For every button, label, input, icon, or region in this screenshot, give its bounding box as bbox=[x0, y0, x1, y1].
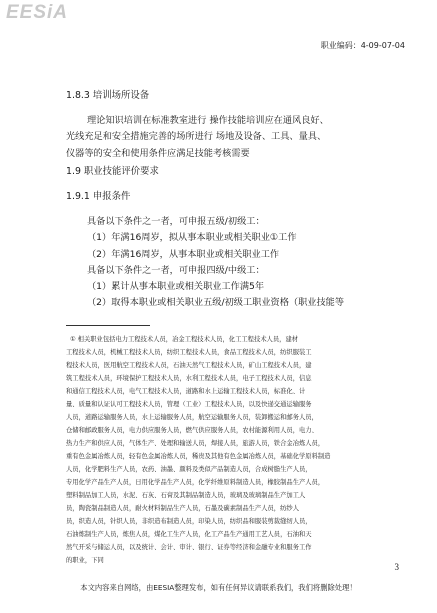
footnote-line: 然气开采与储运人员，以及统计、会计、审计、银行、证券等经济和金融专业和服务工作 bbox=[66, 544, 312, 551]
footnote-line: 石油炼制生产人员，炼焦人员，煤化工生产人员，化工产品生产通用工艺人员，石油和天 bbox=[66, 531, 312, 538]
footnote-line: 塑料制品加工人员，水泥、石灰、石膏及其制品制造人员，玻璃及玻璃制品生产加工人 bbox=[66, 492, 306, 499]
occupation-code: 职业编码：4-09-07-04 bbox=[320, 41, 405, 50]
paragraph-line: 仪器等的安全和使用条件应满足技能考核需要 bbox=[66, 148, 250, 159]
footnote-line: 重有色金属冶炼人员，轻有色金属冶炼人员，稀贵及其他有色金属冶炼人员，基础化学原料制造 bbox=[66, 453, 331, 460]
eesia-logo: EESiA bbox=[6, 2, 69, 23]
footnote-line: 工程技术人员，机械工程技术人员，纺织工程技术人员，食品工程技术人员，纺织服装工 bbox=[66, 349, 312, 356]
footnote-line: 程技术人员，医用航空工程技术人员，石油天然气工程技术人员，矿山工程技术人员，建 bbox=[66, 362, 312, 369]
condition-intro-level4: 具备以下条件之一者，可申报四级/中级工： bbox=[87, 265, 265, 276]
footnote-line: 热力生产和供应人员，气体生产、处理和输送人员，焊接人员，旅游人员，铁合金冶炼人员， bbox=[66, 440, 325, 447]
footnote-line: 专用化学产品生产人员，日用化学品生产人员，化学纤维原料制造人员，橡胶制品生产人员， bbox=[66, 479, 325, 486]
footnote-line: ① 相关职业包括电力工程技术人员，冶金工程技术人员，化工工程技术人员，建材 bbox=[70, 336, 299, 343]
footnote-line: 人员，道路运输服务人员，水上运输服务人员，航空运输服务人员，装卸搬运和邮务人员， bbox=[66, 414, 318, 421]
footer-notice: 本文内容来自网络，由EESIA整理发布，如有任何异议请联系我们，我们将删除处理！ bbox=[80, 583, 357, 592]
footnote-line: 员，织造人员，针织人员，非织造布制造人员，印染人员，纺织品和服装剪裁缝纫人员， bbox=[66, 518, 312, 525]
footnote-line: 人员，化学肥料生产人员，农药、油墨、颜料及类似产品制造人员，合成树脂生产人员， bbox=[66, 466, 312, 473]
section-heading-1-9: 1.9 职业技能评价要求 bbox=[66, 166, 159, 177]
footnote-line: 量、质量和认证认可工程技术人员，管理（工业）工程技术人员，以及快递交通运输服务 bbox=[66, 401, 312, 408]
condition-item: （1）累计从事本职业或相关职业工作满5年 bbox=[87, 281, 265, 292]
footnote-line: 的职业，下同 bbox=[66, 557, 104, 564]
footnote-line: 仓储和邮政服务人员，电力供应服务人员，燃气供应服务人员，农村能源利用人员，电力、 bbox=[66, 427, 318, 434]
footnote-divider bbox=[66, 325, 150, 326]
section-heading-1-8-3: 1.8.3 培训场所设备 bbox=[66, 90, 150, 101]
footnote-line: 员，陶瓷制品制造人员，耐火材料制品生产人员，石墨及碳素制品生产人员，纺纱人 bbox=[66, 505, 299, 512]
condition-item: （2）取得本职业或相关职业五级/初级工职业资格（职业技能等 bbox=[87, 297, 345, 308]
section-heading-1-9-1: 1.9.1 申报条件 bbox=[66, 191, 131, 202]
paragraph-line: 理论知识培训在标准教室进行 操作技能培训应在通风良好、 bbox=[87, 115, 329, 126]
condition-item: （1）年满16周岁，拟从事本职业或相关职业①工作 bbox=[87, 232, 297, 243]
condition-intro-level5: 具备以下条件之一者，可申报五级/初级工： bbox=[87, 216, 265, 227]
paragraph-line: 光线充足和安全措施完善的场所进行 场地及设备、工具、量具、 bbox=[66, 131, 327, 142]
page-number: 3 bbox=[394, 562, 399, 572]
condition-item: （2）年满16周岁，从事本职业或相关职业工作 bbox=[87, 249, 280, 260]
footnote-line: 筑工程技术人员，环境保护工程技术人员，水利工程技术人员，电子工程技术人员，信息 bbox=[66, 375, 312, 382]
footnote-line: 和通信工程技术人员，电气工程技术人员，道路和水上运输工程技术人员，标准化、计 bbox=[66, 388, 306, 395]
